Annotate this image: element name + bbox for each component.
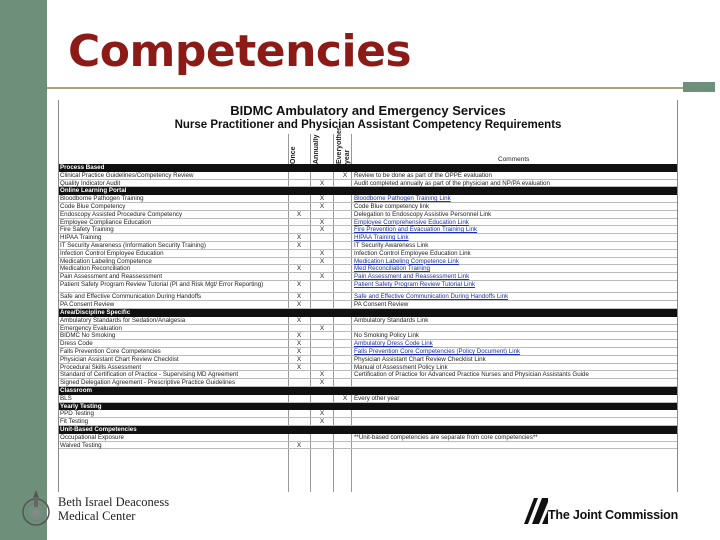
table-row	[58, 172, 678, 180]
comment-link[interactable]: Patient Safety Program Review Tutorial Link	[354, 280, 476, 288]
table-row	[58, 340, 678, 348]
table-row	[58, 301, 678, 309]
table-row	[58, 395, 678, 403]
table-row	[58, 293, 678, 301]
document-subtitle: Nurse Practitioner and Physician Assistant Competency Requirements	[174, 119, 562, 131]
competency-name: Endoscopy Assisted Procedure Competency	[60, 210, 183, 218]
competency-name: Emergency Evaluation	[60, 324, 122, 332]
column-header-once: Once	[290, 146, 297, 164]
section-header-label: Area/Discipline Specific	[60, 309, 131, 317]
table-row	[58, 379, 678, 387]
frequency-mark: X	[296, 265, 302, 273]
frequency-mark: X	[319, 257, 325, 265]
competency-name: Falls Prevention Core Competencies	[60, 348, 161, 356]
competency-name: BLS	[60, 394, 72, 402]
competency-document	[58, 100, 678, 492]
frequency-mark: X	[296, 301, 302, 309]
comment-text: Manual of Assessment Policy Link	[354, 363, 448, 371]
table-row	[58, 281, 678, 294]
frequency-mark: X	[296, 441, 302, 449]
table-row	[58, 325, 678, 333]
comment-link[interactable]: Safe and Effective Communication During Handoffs Link	[354, 293, 509, 301]
section-header-label: Yearly Testing	[60, 402, 102, 410]
frequency-mark: X	[319, 371, 325, 379]
bidmc-logo	[20, 486, 190, 532]
bidmc-seal-icon	[20, 486, 52, 530]
title-rule-accent	[683, 82, 715, 92]
competency-name: Occupational Exposure	[60, 433, 124, 441]
frequency-mark: X	[319, 379, 325, 387]
comment-text: Delegation to Endoscopy Assistive Personnel Link	[354, 210, 492, 218]
section-header-row	[58, 309, 678, 317]
table-row	[58, 234, 678, 242]
joint-commission-logo-text: The Joint Commission	[548, 508, 679, 522]
competency-name: BIDMC No Smoking	[60, 332, 116, 340]
comment-text: Code Blue competency link	[354, 202, 429, 210]
comment-text: IT Security Awareness Link	[354, 241, 429, 249]
competency-name: Waived Testing	[60, 441, 102, 449]
frequency-mark: X	[319, 273, 325, 281]
column-header-comments: Comments	[498, 156, 530, 163]
comment-link[interactable]: Pain Assessment and Reassessment Link	[354, 273, 470, 281]
bidmc-logo-line-2: Medical Center	[58, 509, 136, 523]
comment-text: Certification of Practice for Advanced Practice Nurses and Physician Assistants Guide	[354, 371, 589, 379]
frequency-mark: X	[319, 179, 325, 187]
competency-name: IT Security Awareness (Information Security Training)	[60, 241, 206, 249]
competency-name: Safe and Effective Communication During Handoffs	[60, 293, 202, 301]
table-row	[58, 317, 678, 325]
table-row	[58, 265, 678, 273]
table-row	[58, 250, 678, 258]
comment-link[interactable]: Employee Comprehensive Education Link	[354, 218, 469, 226]
competency-name: Fit Testing	[60, 418, 89, 426]
table-row	[58, 258, 678, 266]
frequency-mark: X	[342, 394, 348, 402]
frequency-mark: X	[319, 195, 325, 203]
section-header-row	[58, 387, 678, 395]
table-row	[58, 273, 678, 281]
table-row	[58, 410, 678, 418]
section-header-label: Online Learning Portal	[60, 187, 127, 195]
competency-name: Infection Control Employee Education	[60, 249, 164, 257]
table-row	[58, 332, 678, 340]
table-row	[58, 211, 678, 219]
frequency-mark: X	[319, 324, 325, 332]
frequency-mark: X	[296, 316, 302, 324]
table-row	[58, 180, 678, 188]
comment-text: Physician Assistant Chart Review Checklist Link	[354, 355, 486, 363]
frequency-mark: X	[296, 340, 302, 348]
frequency-mark: X	[342, 171, 348, 179]
comment-link[interactable]: HIPAA Training Link	[354, 234, 409, 242]
frequency-mark: X	[296, 280, 302, 288]
competency-name: Dress Code	[60, 340, 93, 348]
comment-link[interactable]: Medication Labeling Competence Link	[354, 257, 459, 265]
section-header-label: Classroom	[60, 387, 92, 395]
table-row	[58, 195, 678, 203]
table-row	[58, 242, 678, 250]
section-header-row	[58, 187, 678, 195]
comment-text: Audit completed annually as part of the physician and NP/PA evaluation	[354, 179, 550, 187]
table-row	[58, 418, 678, 426]
comment-text: No Smoking Policy Link	[354, 332, 419, 340]
slide-side-bar	[0, 0, 47, 540]
frequency-mark: X	[319, 218, 325, 226]
competency-name: Signed Delegation Agreement - Prescriptive Practice Guidelines	[60, 379, 236, 387]
table-row	[58, 226, 678, 234]
competency-name: Fire Safety Training	[60, 226, 114, 234]
competency-name: Code Blue Competency	[60, 202, 126, 210]
frequency-mark: X	[296, 241, 302, 249]
frequency-mark: X	[296, 348, 302, 356]
competency-name: Employee Compliance Education	[60, 218, 152, 226]
comment-text: Every other year	[354, 394, 400, 402]
section-header-row	[58, 164, 678, 172]
competency-name: Physician Assistant Chart Review Checklist	[60, 355, 179, 363]
frequency-mark: X	[296, 355, 302, 363]
competency-name: Pain Assessment and Reassessment	[60, 273, 163, 281]
document-title: BIDMC Ambulatory and Emergency Services	[230, 103, 506, 118]
frequency-mark: X	[319, 410, 325, 418]
competency-name: Medication Labeling Competence	[60, 257, 152, 265]
competency-name: PPD Testing	[60, 410, 94, 418]
slide-title: Competencies	[68, 26, 412, 77]
table-row	[58, 364, 678, 372]
table-row	[58, 434, 678, 442]
frequency-mark: X	[296, 332, 302, 340]
frequency-mark: X	[319, 202, 325, 210]
competency-name: Procedural Skills Assessment	[60, 363, 142, 371]
table-row	[58, 442, 678, 450]
joint-commission-mark-icon	[524, 498, 548, 524]
section-header-row	[58, 403, 678, 411]
competency-name: Quality Indicator Audit	[60, 179, 121, 187]
joint-commission-logo	[524, 496, 694, 526]
comment-link[interactable]: Ambulatory Dress Code Link	[354, 340, 433, 348]
competency-name: HIPAA Training	[60, 234, 102, 242]
comment-text: Infection Control Employee Education Link	[354, 249, 471, 257]
section-header-label: Unit-Based Competencies	[60, 426, 137, 433]
title-rule	[47, 87, 683, 89]
frequency-mark: X	[319, 418, 325, 426]
table-row	[58, 356, 678, 364]
competency-name: Clinical Practice Guidelines/Competency Review	[60, 171, 194, 179]
table-row	[58, 371, 678, 379]
comment-link[interactable]: Falls Prevention Core Competencies (Policy Document) Link	[354, 348, 521, 356]
bidmc-logo-line-1: Beth Israel Deaconess	[58, 495, 170, 509]
section-header-label: Process Based	[60, 164, 105, 171]
competency-name: Standard of Certification of Practice - Supervising MD Agreement	[60, 371, 239, 379]
competency-name: Medication Reconciliation	[60, 265, 131, 273]
frequency-mark: X	[319, 249, 325, 257]
frequency-mark: X	[296, 234, 302, 242]
comment-text: Review to be done as part of the OPPE evaluation	[354, 171, 492, 179]
comment-link[interactable]: Bloodborne Pathogen Training Link	[354, 195, 451, 203]
bidmc-logo-text	[58, 495, 169, 523]
comment-text: **Unit-based competencies are separate from core competencies**	[354, 433, 538, 441]
comment-link[interactable]: Fire Prevention and Evacuation Training Link	[354, 226, 478, 234]
competency-name: PA Consent Review	[60, 301, 115, 309]
competency-name: Patient Safety Program Review Tutorial (PI and Risk Mgt/ Error Reporting)	[60, 280, 264, 288]
comment-text: Ambulatory Standards Link	[354, 316, 429, 324]
table-row	[58, 348, 678, 356]
table-row	[58, 219, 678, 227]
frequency-mark: X	[319, 226, 325, 234]
frequency-mark: X	[296, 210, 302, 218]
comment-text: PA Consent Review	[354, 301, 409, 309]
section-header-row	[58, 426, 678, 434]
table-row	[58, 203, 678, 211]
column-header-annually: Annually	[313, 134, 320, 164]
competency-name: Ambulatory Standards for Sedation/Analgesia	[60, 316, 186, 324]
column-header-every-other-year: Everyother year	[336, 127, 351, 164]
competency-name: Bloodborne Pathogen Training	[60, 195, 144, 203]
frequency-mark: X	[296, 363, 302, 371]
frequency-mark: X	[296, 293, 302, 301]
comment-link[interactable]: Med Reconciliation Training	[354, 265, 431, 273]
competency-table	[58, 164, 678, 449]
